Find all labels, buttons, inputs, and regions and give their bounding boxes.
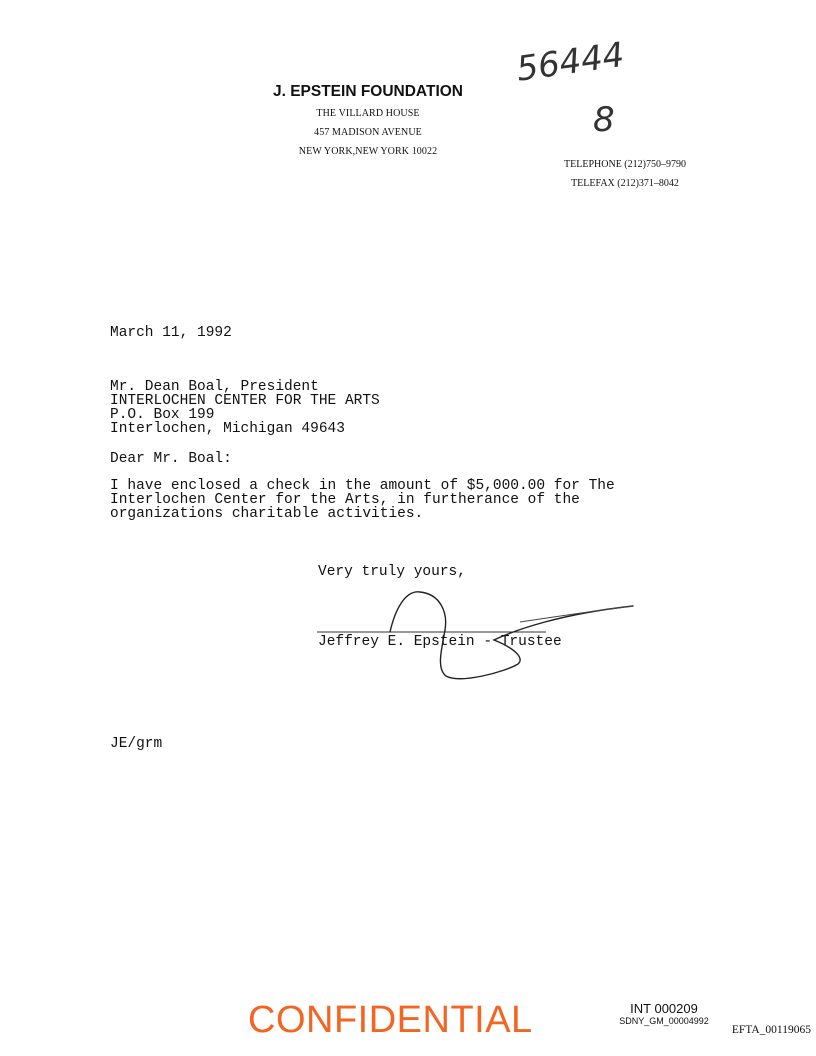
foundation-name: J. EPSTEIN FOUNDATION (272, 83, 464, 100)
address-line-1: THE VILLARD HOUSE (316, 108, 420, 119)
handwritten-digit: 8 (593, 100, 615, 140)
letter-date: March 11, 1992 (110, 325, 232, 341)
confidential-stamp: CONFIDENTIAL (248, 999, 533, 1041)
efta-number: EFTA_00119065 (731, 1024, 811, 1036)
telefax: TELEFAX (212)371–8042 (571, 178, 679, 189)
recipient-line-2: INTERLOCHEN CENTER FOR THE ARTS (110, 393, 380, 409)
signature-tail (520, 606, 633, 622)
handwritten-number: 56444 (514, 34, 627, 90)
signatory-name: Jeffrey E. Epstein - Trustee (318, 634, 562, 650)
body-line-1: I have enclosed a check in the amount of $5,000.00 for The (110, 478, 615, 494)
recipient-line-4: Interlochen, Michigan 49643 (110, 421, 345, 437)
salutation: Dear Mr. Boal: (110, 451, 232, 467)
bates-number: INT 000209 (630, 1001, 698, 1016)
recipient-line-3: P.O. Box 199 (110, 407, 215, 423)
body-line-3: organizations charitable activities. (110, 506, 424, 522)
address-line-2: 457 MADISON AVENUE (314, 127, 422, 138)
address-line-3: NEW YORK,NEW YORK 10022 (298, 146, 438, 157)
closing: Very truly yours, (318, 564, 466, 580)
telephone: TELEPHONE (212)750–9790 (564, 159, 686, 170)
recipient-line-1: Mr. Dean Boal, President (110, 379, 319, 395)
body-line-2: Interlochen Center for the Arts, in furtherance of the (110, 492, 580, 508)
sdny-number: SDNY_GM_00004992 (619, 1016, 709, 1026)
typist-initials: JE/grm (110, 736, 163, 752)
